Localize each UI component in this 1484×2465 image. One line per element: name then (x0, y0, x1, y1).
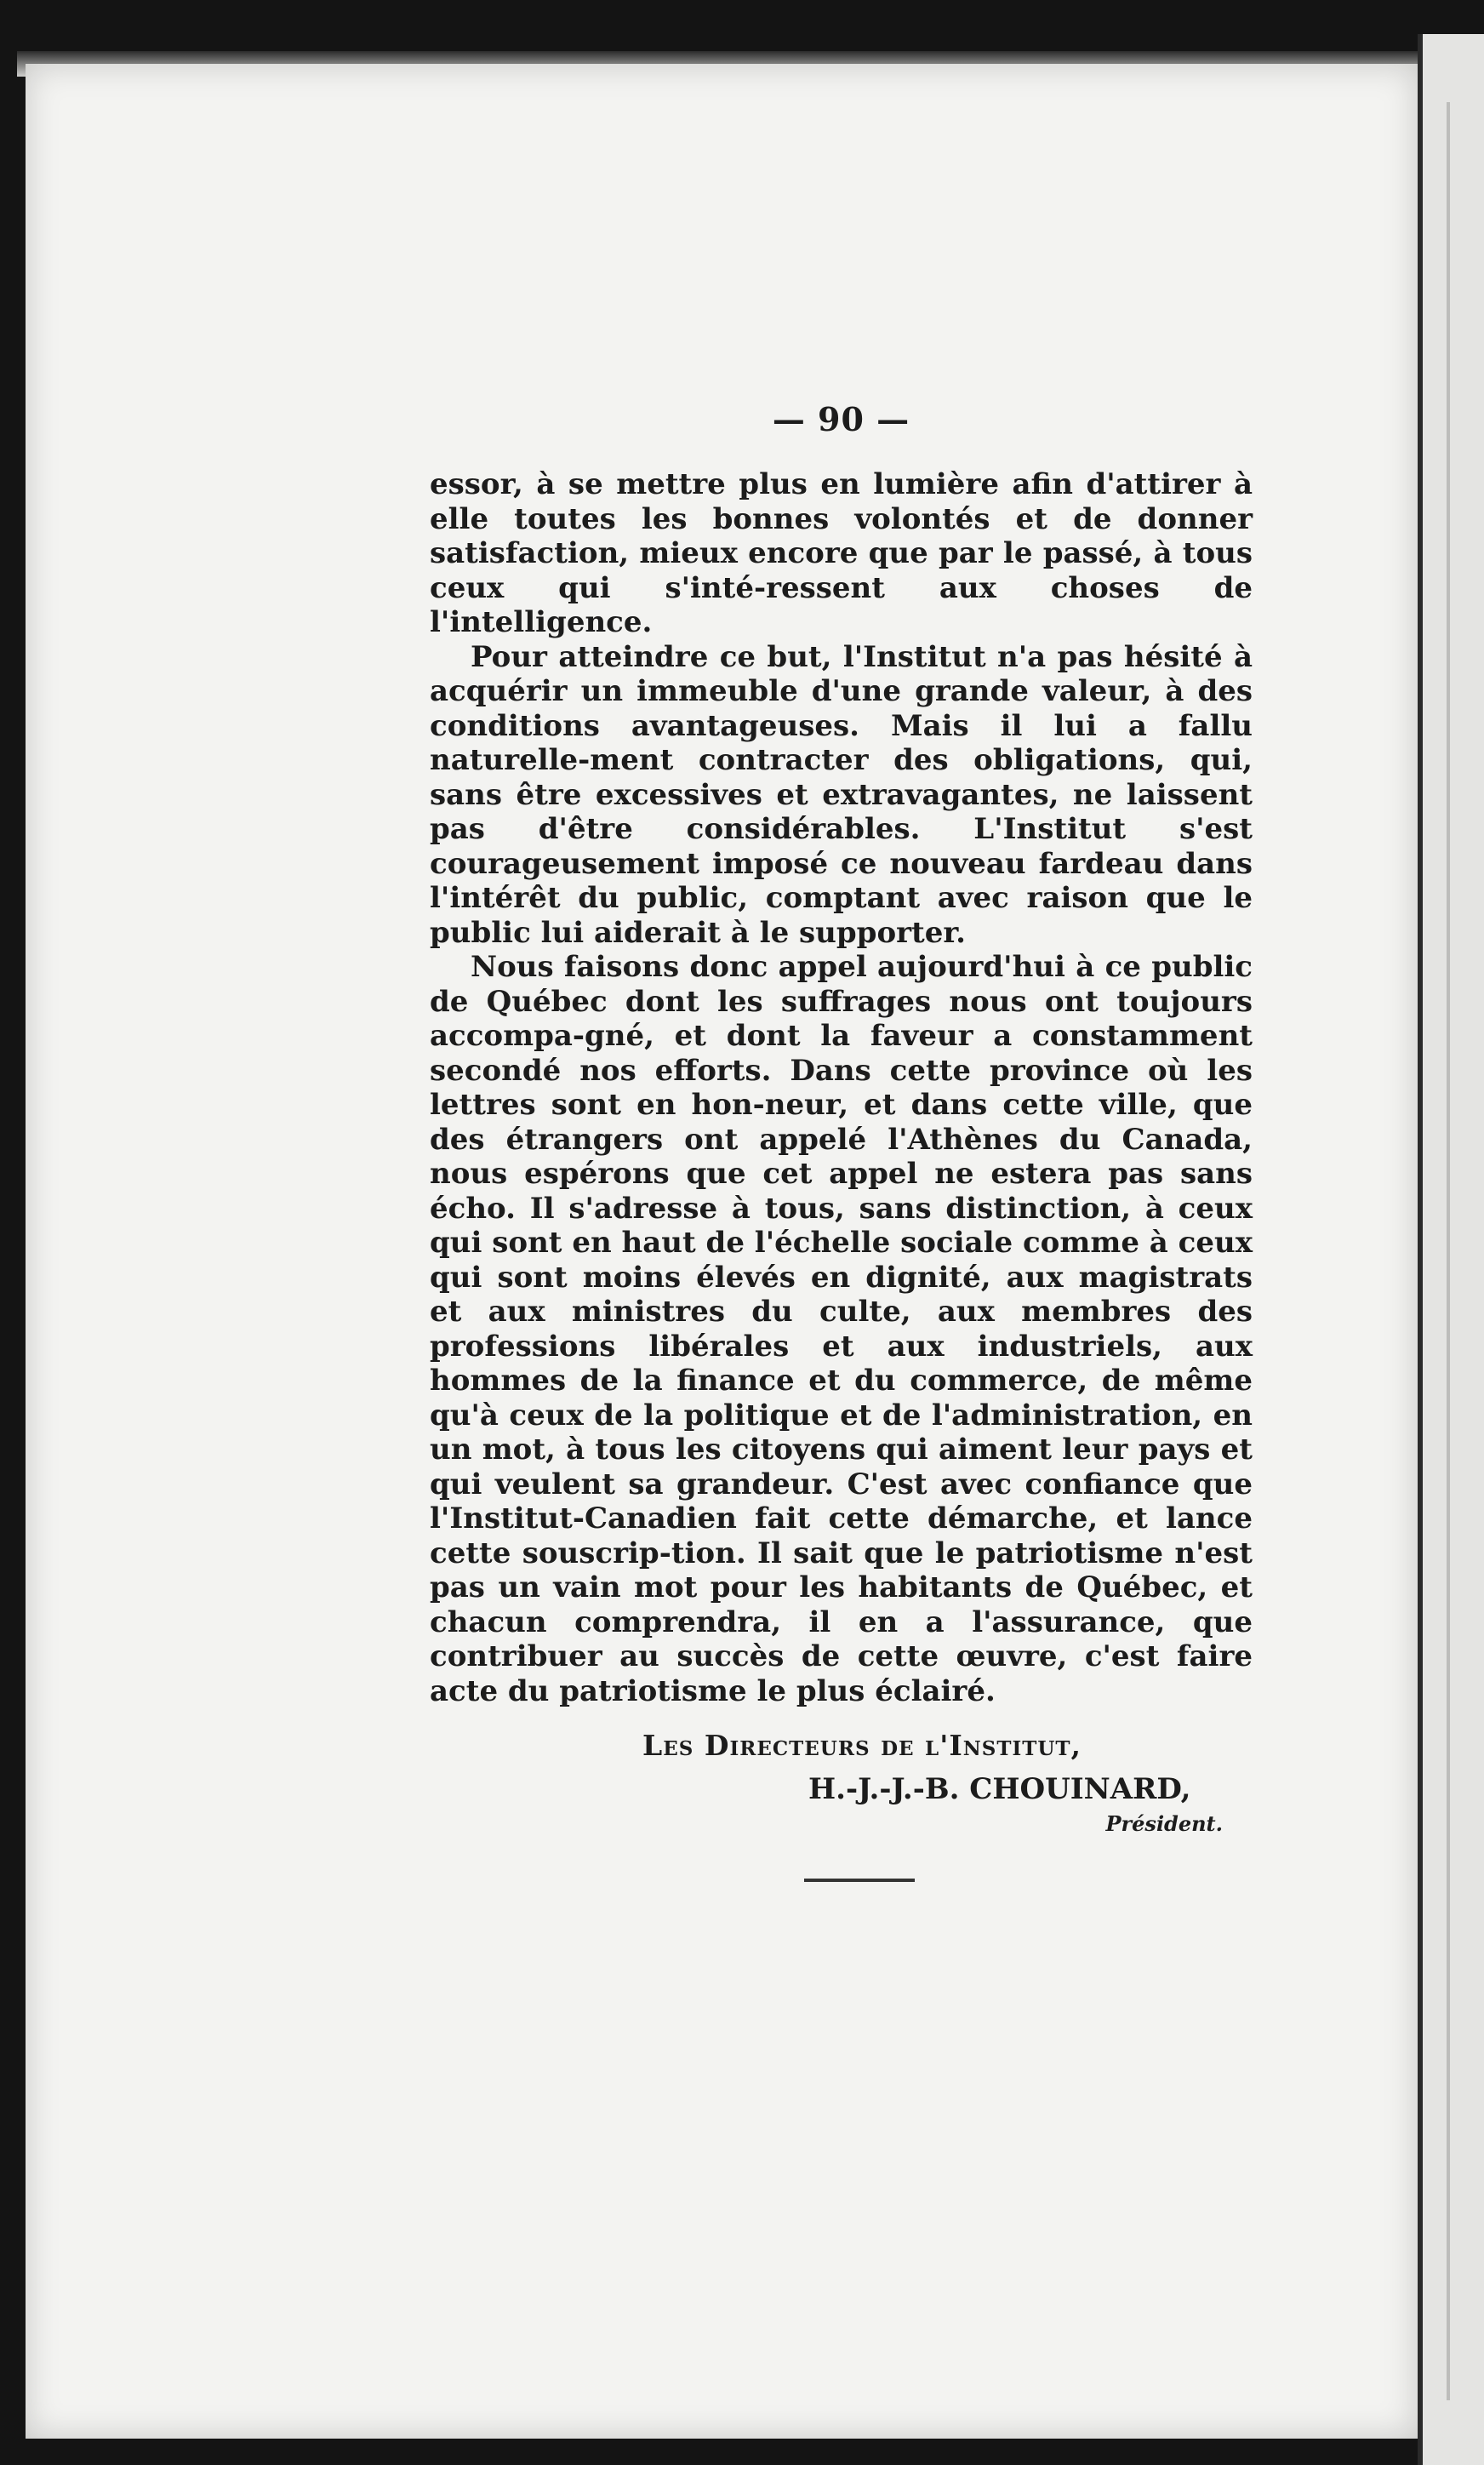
paragraph-1: essor, à se mettre plus en lumière afin d'attirer à elle toutes les bonnes volontés et de donner satisfaction, mieux encore que par le passé, à tous ceux qui s'inté-ressent aux choses de l'intelligence. (430, 467, 1253, 639)
signature-block (430, 1729, 1253, 1882)
adjacent-page-edge (1418, 34, 1484, 2465)
closing-rule (804, 1879, 915, 1882)
paragraph-3: Nous faisons donc appel aujourd'hui à ce public de Québec dont les suffrages nous ont toujours accompa-gné, et dont la faveur a constamment secondé nos efforts. Dans cette province où les lettres sont en hon-neur, et dans cette ville, que des étrangers ont appelé l'Athènes du Canada, nous espérons que cet appel ne estera pas sans écho. Il s'adresse à tous, sans distinction, à ceux qui sont en haut de l'échelle sociale comme à ceux qui sont moins élevés en dignité, aux magistrats et aux ministres du culte, aux membres des professions libérales et aux industriels, aux hommes de la finance et du commerce, de même qu'à ceux de la politique et de l'administration, en un mot, à tous les citoyens qui aiment leur pays et qui veulent sa grandeur. C'est avec confiance que l'Institut-Canadien fait cette démarche, et lance cette souscrip-tion. Il sait que le patriotisme n'est pas un vain mot pour les habitants de Québec, et chacun comprendra, il en a l'assurance, que contribuer au succès de cette œuvre, c'est faire acte du patriotisme le plus éclairé. (430, 950, 1253, 1708)
signatory-organization: Les Directeurs de l'Institut, (642, 1729, 1082, 1762)
paragraph-2: Pour atteindre ce but, l'Institut n'a pas hésité à acquérir un immeuble d'une grande valeur, à des conditions avantageuses. Mais il lui a fallu naturelle-ment contracter des obligations, qui, sans être excessives et extravagantes, ne laissent pas d'être considérables. L'Institut s'est courageusement imposé ce nouveau fardeau dans l'intérêt du public, comptant avec raison que le public lui aiderait à le supporter. (430, 639, 1253, 950)
page-number: — 90 — (772, 400, 910, 438)
signatory-title: Président. (1105, 1811, 1223, 1836)
binding-shadow (1447, 102, 1450, 2400)
page-text-block (430, 400, 1253, 1882)
signatory-name: H.-J.-J.-B. CHOUINARD, (808, 1772, 1191, 1806)
